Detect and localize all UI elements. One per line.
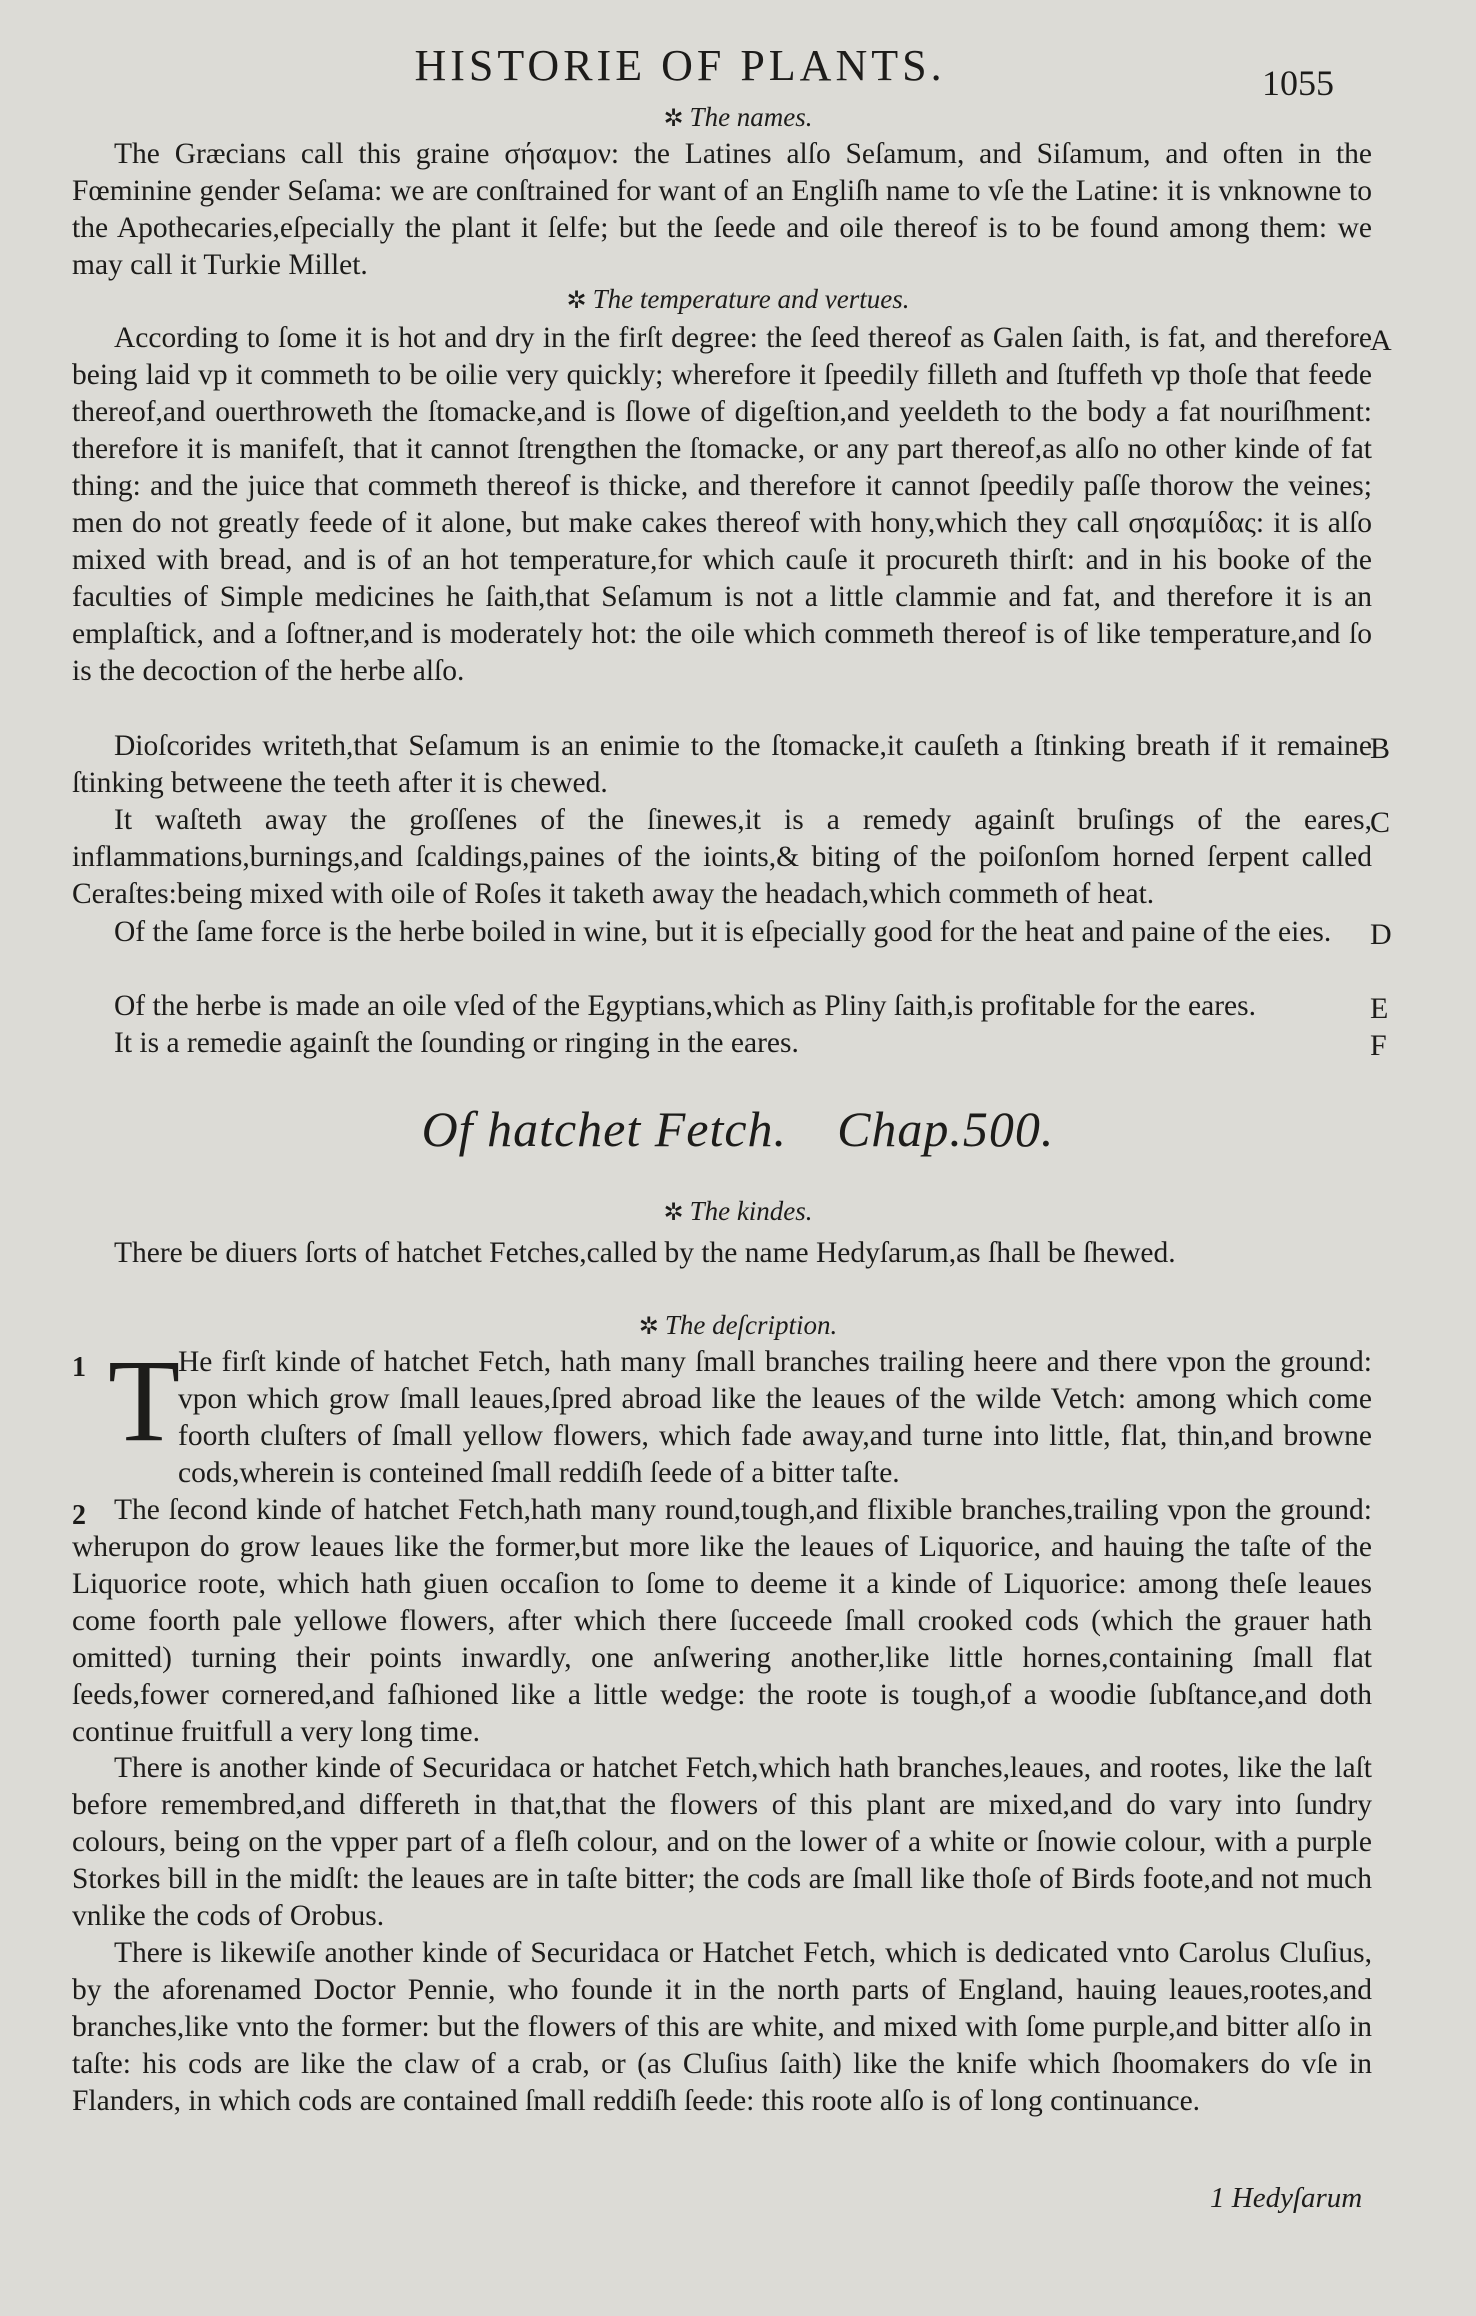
names-heading [0, 102, 1476, 133]
paragraph-b: Dioſcorides writeth,that Seſamum is an enimie to the ſtomacke,it cauſeth a ſtinking breath if it remaine ſtinking betweene the teeth after it is chewed. [72, 730, 1372, 799]
description-paragraph-3: There is another kinde of Securidaca or hatchet Fetch,which hath branches,leaues, and rootes, like the laſt before remembred,and differeth in that,that the flowers of this plant are mixed,and do vary into ſundry colours, being on the vpper part of a fleſh colour, and on the lower of a white or ſnowie colour, with a purple Storkes bill in the midſt: the leaues are in taſte bitter; the cods are ſmall like thoſe of Birds foote,and not much vnlike the cods of Orobus. [72, 1752, 1372, 1932]
fleuron-icon: ✲ [566, 288, 587, 314]
margin-letter-f: F [1370, 1029, 1387, 1062]
page-number: 1055 [1262, 63, 1334, 103]
temperature-heading-text: The temperature and vertues. [592, 284, 910, 314]
chapter-title-text: Of hatchet Fetch. [421, 1101, 788, 1157]
margin-letter-c: C [1370, 806, 1391, 839]
description-paragraph-1 [72, 1335, 1372, 1492]
chapter-title [0, 1100, 1476, 1158]
item-number-1: 1 [72, 1352, 86, 1383]
description-paragraph-2: The ſecond kinde of hatchet Fetch,hath many round,tough,and flixible branches,trailing vpon the ground: wherupon do grow leaues like the former,but more like the leaues of Liquorice, and hauing the taſte of the Liquorice roote, which hath giuen occaſion to ſome to deeme it a kinde of Liquorice: among theſe leaues come foorth pale yellowe flowers, after which there ſucceede ſmall crooked cods (which the grauer hath omitted) turning their points inwardly, one anſwering another,like little hornes,containing ſmall flat ſeeds,fower cornered,and faſhioned like a little wedge: the roote is tough,of a woodie ſubſtance,and doth continue fruitfull a very long time. [72, 1494, 1372, 1748]
margin-letter-d: D [1370, 918, 1392, 951]
running-head: HISTORIE OF PLANTS. [414, 41, 946, 90]
catchword: 1 Hedyſarum [1210, 2182, 1363, 2214]
kindes-heading-text: The kindes. [689, 1196, 813, 1226]
kindes-heading [0, 1196, 1476, 1227]
margin-letter-b: B [1370, 732, 1391, 765]
kindes-paragraph: There be diuers ſorts of hatchet Fetches,called by the name Hedyſarum,as ſhall be ſhewed. [114, 1237, 1176, 1269]
paragraph-a: According to ſome it is hot and dry in the firſt degree: the ſeed thereof as Galen ſaith, is fat, and therefore being laid vp it commeth to be oilie very quickly; wherefore it ſpeedily filleth and ſtuffeth vp thoſe that feede thereof,and ouerthroweth the ſtomacke,and is ſlowe of digeſtion,and yeeldeth to the body a fat nouriſhment: therefore it is manifeſt, that it cannot ſtrengthen the ſtomacke, or any part thereof,as alſo no other kinde of fat thing: and the juice that commeth thereof is thicke, and therefore it cannot ſpeedily paſſe thorow the veines; men do not greatly feede of it alone, but make cakes thereof with hony,which they call σησαμίδας: it is alſo mixed with bread, and is of an hot temperature,for which cauſe it procureth thirſt: and in his booke of the faculties of Simple medicines he ſaith,that Seſamum is not a little clammie and fat, and therefore it is an emplaſtick, and a ſoftner,and is moderately hot: the oile which commeth thereof is of like temperature,and ſo is the decoction of the herbe alſo. [72, 322, 1372, 687]
margin-letter-a: A [1370, 324, 1392, 357]
names-paragraph: The Græcians call this graine σήσαμον: the Latines alſo Seſamum, and Siſamum, and often in the Fœminine gender Seſama: we are conſtrained for want of an Engliſh name to vſe the Latine: it is vnknowne to the Apothecaries,eſpecially the plant it ſelfe; but the ſeede and oile thereof is to be found among them: we may call it Turkie Millet. [72, 138, 1372, 281]
margin-letter-e: E [1370, 992, 1389, 1025]
description-paragraph-4: There is likewiſe another kinde of Securidaca or Hatchet Fetch, which is dedicated vnto Carolus Cluſius, by the aforenamed Doctor Pennie, who founde it in the north parts of England, hauing leaues,rootes,and branches,like vnto the former: but the flowers of this are white, and mixed with ſome purple,and bitter alſo in taſte: his cods are like the claw of a crab, or (as Cluſius ſaith) like the knife which ſhoomakers do vſe in Flanders, in which cods are contained ſmall reddiſh ſeede: this roote alſo is of long continuance. [72, 1937, 1372, 2117]
temperature-heading [0, 284, 1476, 315]
fleuron-icon: ✲ [638, 1314, 659, 1340]
paragraph-f: It is a remedie againſt the ſounding or ringing in the eares. [114, 1027, 799, 1059]
names-heading-text: The names. [689, 102, 813, 132]
chapter-number: Chap.500. [837, 1101, 1055, 1157]
fleuron-icon: ✲ [663, 1200, 684, 1226]
paragraph-e: Of the herbe is made an oile vſed of the Egyptians,which as Pliny ſaith,is profitable for the eares. [114, 990, 1256, 1022]
description-heading-text: The deſcription. [664, 1310, 838, 1340]
description-heading [0, 1310, 1476, 1341]
paragraph-d: Of the ſame force is the herbe boiled in wine, but it is eſpecially good for the heat and paine of the eies. [114, 916, 1332, 948]
item-number-2: 2 [72, 1500, 86, 1531]
description-paragraph-1-text: He firſt kinde of hatchet Fetch, hath many ſmall branches trailing heere and there vpon the ground: vpon which grow ſmall leaues,ſpred abroad like the leaues of the wilde Vetch: among which come foorth cluſters of ſmall yellow flowers, which fade away,and turne into little, flat, thin,and browne cods,wherein is conteined ſmall reddiſh ſeede of a bitter taſte. [178, 1346, 1372, 1489]
paragraph-c: It waſteth away the groſſenes of the ſinewes,it is a remedy againſt bruſings of the eares, inflammations,burnings,and ſcaldings,paines of the ioints,& biting of the poiſonſom horned ſerpent called Ceraſtes:being mixed with oile of Roſes it taketh away the headach,which commeth of heat. [72, 804, 1372, 910]
drop-capital: T [108, 1335, 181, 1466]
fleuron-icon: ✲ [663, 106, 684, 132]
